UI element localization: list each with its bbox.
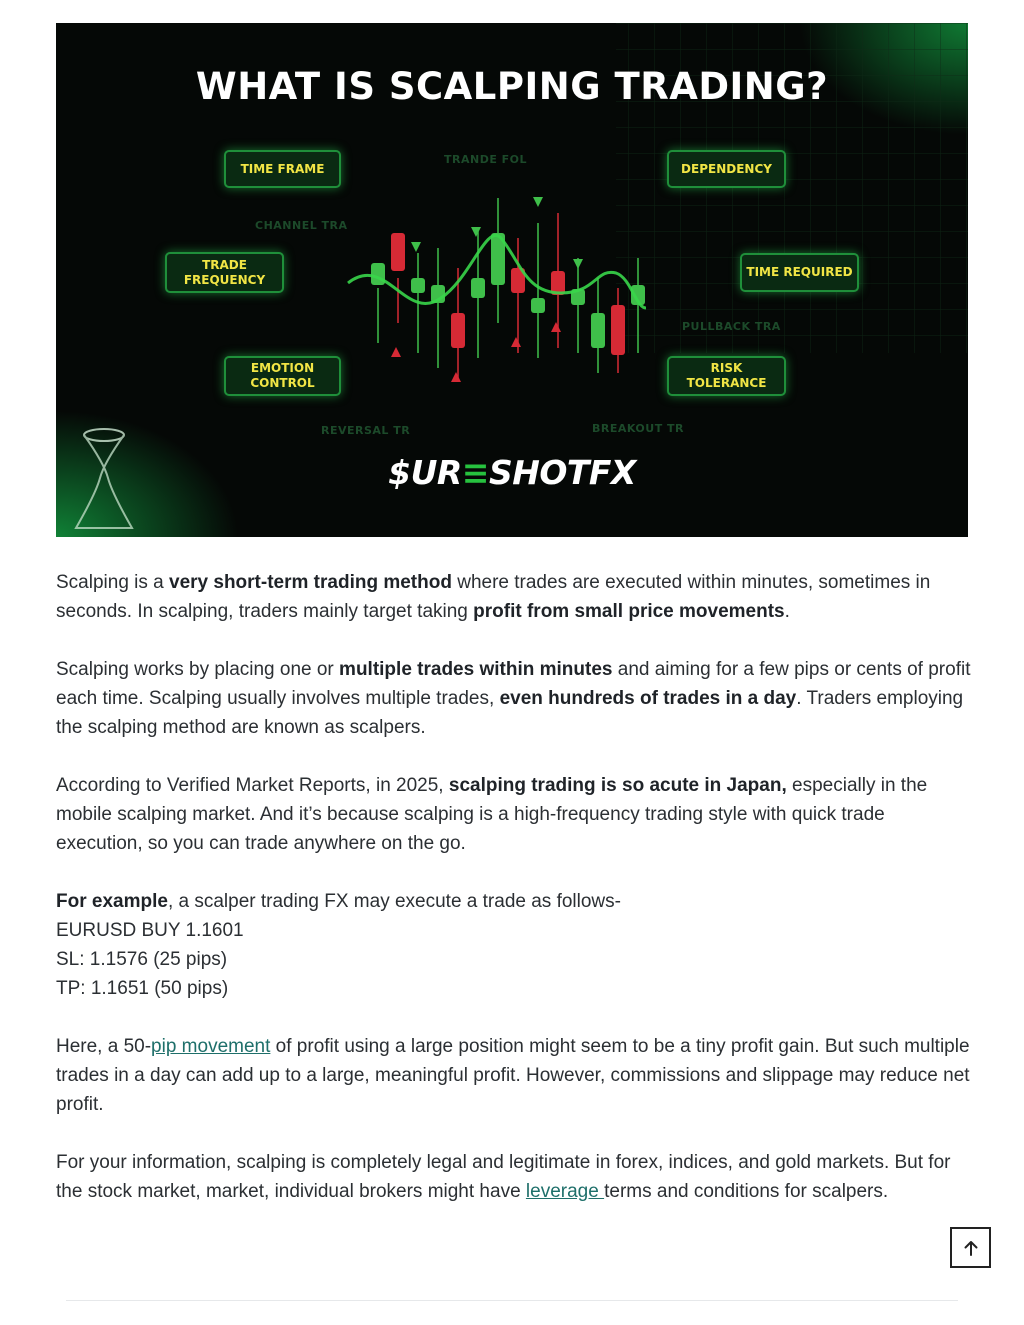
text: . Traders employing the scalping method are known as scalpers. — [56, 688, 964, 738]
text: of profit using a large position might seem to be a tiny profit gain. But such multiple trades in a day can add up to a large, meaningful profit. However, commissions and slippage may reduce net profit. — [56, 1036, 970, 1115]
ghost-label-pullback: PULLBACK TRA — [682, 320, 781, 333]
text: , a scalper trading FX may execute a trade as follows- — [167, 891, 621, 912]
time-frame-pill: TIME FRAME — [224, 150, 341, 188]
bold-text: multiple trades within minutes — [339, 659, 613, 680]
emotion-control-line2: CONTROL — [250, 376, 315, 390]
text: especially in the mobile scalping market. And it’s because scalping is a high-frequency trading style with quick trade execution, so you can trade anywhere on the go. — [56, 775, 928, 854]
arrow-down-icon — [533, 197, 543, 207]
arrow-down-icon — [471, 227, 481, 237]
text: Here, a 50- — [56, 1036, 152, 1057]
paragraph-definition — [56, 568, 971, 626]
trade-frequency-line1: TRADE — [202, 257, 247, 272]
hero-title: WHAT IS SCALPING TRADING? — [195, 65, 829, 108]
emotion-control-line1: EMOTION — [250, 361, 315, 375]
arrow-up-icon — [451, 372, 461, 382]
leverage-link[interactable]: leverage — [525, 1181, 605, 1202]
bold-text: profit from small price movements — [473, 601, 785, 622]
paragraph-profit — [56, 1032, 971, 1119]
text: According to Verified Market Reports, in 2025, — [56, 775, 449, 796]
text: . — [784, 601, 790, 622]
candle-body — [531, 298, 545, 313]
ghost-label-breakout: BREAKOUT TR — [592, 422, 685, 435]
sureshotfx-logo: $UR≡SHOTFX — [388, 453, 636, 492]
arrow-down-icon — [411, 242, 421, 252]
arrow-up-icon — [551, 322, 561, 332]
bold-text: For example — [56, 891, 168, 912]
pip-movement-link[interactable]: pip movement — [151, 1036, 271, 1057]
hero-image — [56, 23, 968, 537]
emotion-control-pill — [224, 356, 341, 396]
article-body — [56, 568, 971, 1235]
candle-body — [611, 305, 625, 355]
trade-frequency-line2: FREQUENCY — [183, 272, 266, 287]
arrow-down-icon — [573, 259, 583, 269]
paragraph-example — [56, 887, 971, 1003]
arrow-up-icon — [391, 347, 401, 357]
section-divider — [66, 1300, 958, 1301]
candlestick-chart — [348, 197, 646, 382]
bold-text: very short-term trading method — [169, 572, 452, 593]
candle-body — [471, 278, 485, 298]
paragraph-how-it-works — [56, 655, 971, 742]
arrow-up-icon — [511, 337, 521, 347]
bold-text: even hundreds of trades in a day — [499, 688, 797, 709]
candle-body — [591, 313, 605, 348]
text: where trades are executed within minutes, sometimes in seconds. In scalping, traders mainly target taking — [56, 572, 931, 622]
dependency-pill: DEPENDENCY — [667, 150, 786, 188]
take-profit: TP: 1.1651 (50 pips) — [56, 978, 229, 999]
scroll-to-top-button[interactable] — [950, 1227, 991, 1268]
ghost-label-reversal: REVERSAL TR — [321, 424, 411, 437]
stop-loss: SL: 1.1576 (25 pips) — [56, 949, 228, 970]
ghost-label-trend: TRANDE FOL — [444, 153, 528, 166]
text: Scalping is a — [56, 572, 170, 593]
trade-frequency-pill — [165, 252, 284, 293]
bold-text: scalping trading is so acute in Japan, — [448, 775, 787, 796]
text: terms and conditions for scalpers. — [604, 1181, 889, 1202]
time-required-pill: TIME REQUIRED — [740, 253, 859, 292]
candle-body — [411, 278, 425, 293]
text: and aiming for a few pips or cents of profit each time. Scalping usually involves multiple trades, — [56, 659, 971, 709]
ghost-label-channel: CHANNEL TRA — [255, 219, 348, 232]
text: Scalping works by placing one or — [56, 659, 340, 680]
arrow-up-icon — [962, 1239, 980, 1257]
text: For your information, scalping is completely legal and legitimate in forex, indices, and gold markets. But for the stock market, market, individual brokers might have — [56, 1152, 951, 1202]
paragraph-market-report — [56, 771, 971, 858]
paragraph-legality — [56, 1148, 971, 1206]
candle-body — [451, 313, 465, 348]
candle-body — [391, 233, 405, 271]
trade-entry: EURUSD BUY 1.1601 — [56, 920, 244, 941]
risk-tolerance-pill: RISK TOLERANCE — [667, 356, 786, 396]
